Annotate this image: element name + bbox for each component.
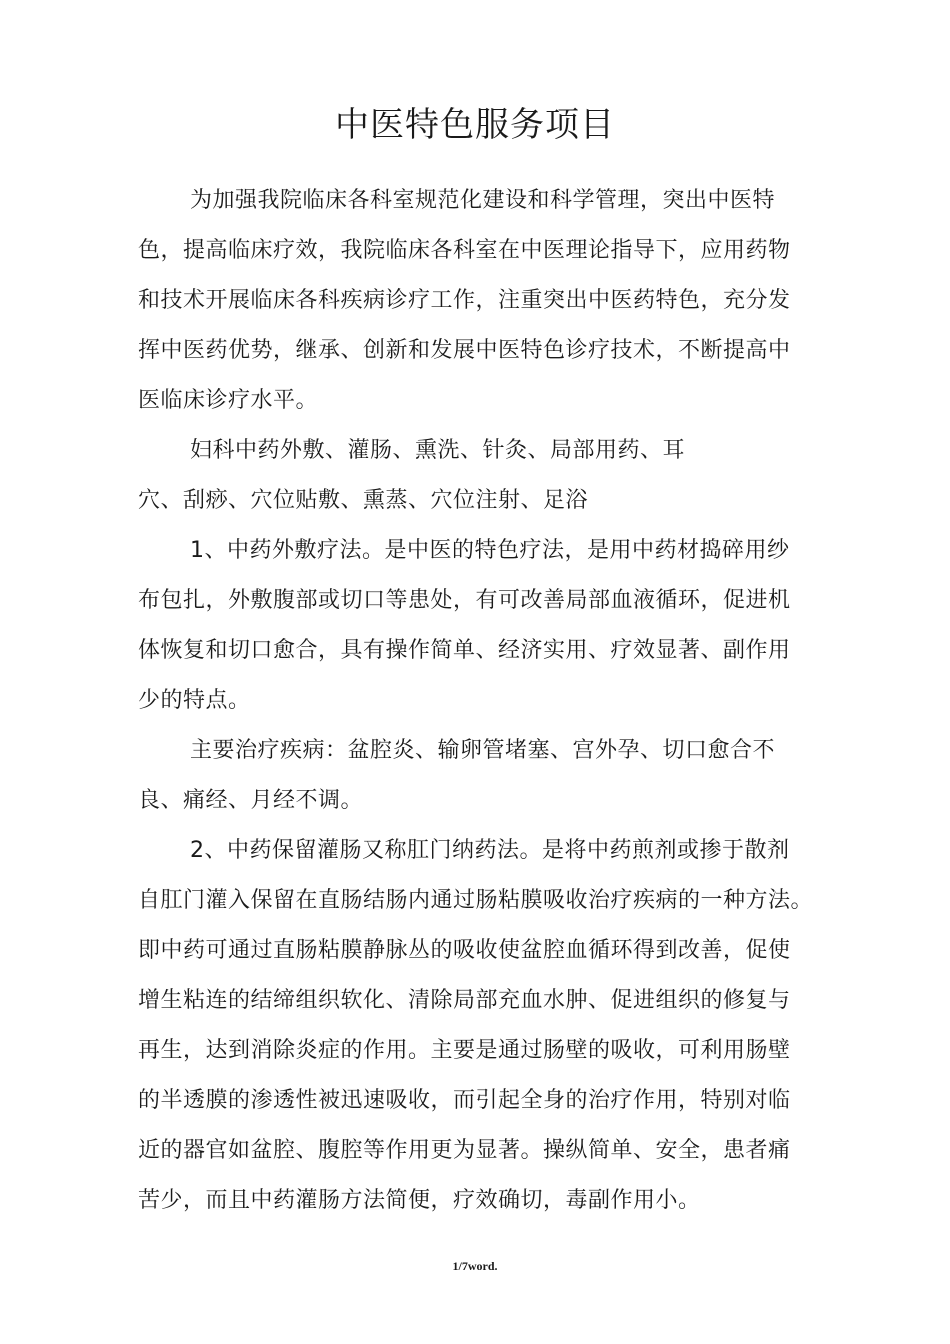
paragraph — [138, 726, 818, 826]
paragraph-line: 即中药可通过直肠粘膜静脉丛的吸收使盆腔血循环得到改善，促使 — [138, 938, 791, 963]
paragraph-line: 色，提高临床疗效，我院临床各科室在中医理论指导下，应用药物 — [138, 238, 791, 263]
paragraph-line: 体恢复和切口愈合，具有操作简单、经济实用、疗效显著、副作用 — [138, 638, 791, 663]
paragraph-line: 再生，达到消除炎症的作用。主要是通过肠壁的吸收，可利用肠壁 — [138, 1038, 791, 1063]
paragraph — [138, 426, 818, 526]
paragraph-line: 苦少，而且中药灌肠方法简便，疗效确切，毒副作用小。 — [138, 1188, 701, 1213]
paragraph-line: 挥中医药优势，继承、创新和发展中医特色诊疗技术，不断提高中 — [138, 338, 791, 363]
paragraph-line: 主要治疗疾病：盆腔炎、输卵管堵塞、宫外孕、切口愈合不 — [190, 738, 776, 763]
paragraph — [138, 826, 818, 1226]
paragraph-line: 妇科中药外敷、灌肠、熏洗、针灸、局部用药、耳 — [190, 438, 686, 463]
paragraph-line: 为加强我院临床各科室规范化建设和科学管理，突出中医特 — [190, 188, 776, 213]
document-body — [138, 176, 818, 1226]
paragraph-line: 医临床诊疗水平。 — [138, 388, 319, 413]
paragraph-line: 少的特点。 — [138, 688, 251, 713]
page-footer: 1/7word. — [452, 1259, 498, 1273]
paragraph — [138, 176, 818, 426]
paragraph-line: 布包扎，外敷腹部或切口等患处，有可改善局部血液循环，促进机 — [138, 588, 791, 613]
paragraph-line: 的半透膜的渗透性被迅速吸收，而引起全身的治疗作用，特别对临 — [138, 1088, 791, 1113]
paragraph — [138, 526, 818, 726]
paragraph-line: 2、中药保留灌肠又称肛门纳药法。是将中药煎剂或掺于散剂 — [190, 838, 790, 863]
paragraph-line: 近的器官如盆腔、腹腔等作用更为显著。操纵简单、安全，患者痛 — [138, 1138, 791, 1163]
document-title: 中医特色服务项目 — [335, 105, 615, 145]
paragraph-line: 穴、刮痧、穴位贴敷、熏蒸、穴位注射、足浴 — [138, 488, 589, 513]
paragraph-line: 良、痛经、月经不调。 — [138, 788, 364, 813]
paragraph-line: 增生粘连的结缔组织软化、清除局部充血水肿、促进组织的修复与 — [138, 988, 791, 1013]
paragraph-line: 和技术开展临床各科疾病诊疗工作，注重突出中医药特色，充分发 — [138, 288, 791, 313]
paragraph-line: 1、中药外敷疗法。是中医的特色疗法，是用中药材捣碎用纱 — [190, 538, 790, 563]
paragraph-line: 自肛门灌入保留在直肠结肠内通过肠粘膜吸收治疗疾病的一种方法。 — [138, 888, 814, 913]
